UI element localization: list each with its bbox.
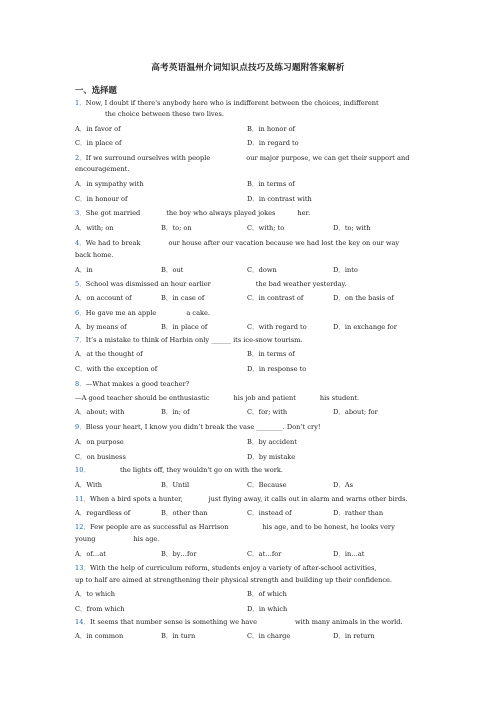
- option-a: A．with; on: [75, 224, 114, 232]
- option-c: C．in honour of: [75, 195, 128, 203]
- option-d: D．to; with: [333, 224, 371, 232]
- question-stem: 13．With the help of curriculum reform, students enjoy a variety of after-school activities,: [75, 564, 377, 572]
- option-d: D．in contrast with: [247, 195, 312, 203]
- option-a: A．of…at: [75, 550, 106, 558]
- option-a: A．in sympathy with: [75, 180, 144, 188]
- option-a: A．With: [75, 481, 103, 489]
- question-stem: up to half are aimed at strengthening their physical strength and building up their confidence.: [75, 576, 393, 584]
- question-stem: 4．We had to break our house after our vacation because we had lost the key on our way: [75, 239, 400, 247]
- question-stem: 12．Few people are as successful as Harrison his age, and to be honest, he looks very: [75, 523, 395, 531]
- option-a: A．at the thought of: [75, 350, 143, 358]
- option-c: C．with; to: [247, 224, 285, 232]
- option-c: C．with the exception of: [75, 365, 158, 373]
- option-c: C．with regard to: [247, 323, 307, 331]
- option-a: A．in: [75, 266, 93, 274]
- question-stem: 10． the lights off, they wouldn't go on with the work.: [75, 466, 284, 474]
- question-stem: 6．He gave me an apple a cake.: [75, 309, 210, 317]
- option-c: C．in contrast of: [247, 294, 304, 302]
- option-a: A．to which: [75, 590, 116, 598]
- option-d: D．about; for: [333, 408, 378, 416]
- question-stem: back home.: [75, 251, 114, 259]
- option-a: A．regardless of: [75, 509, 131, 517]
- option-b: B．in turn: [161, 632, 196, 640]
- option-b: B．in case of: [161, 294, 205, 302]
- question-stem: the choice between these two lives.: [105, 110, 225, 118]
- stem-text: Now, I doubt if there's anybody here who is indifferent between the choices, indifferent: [85, 99, 379, 107]
- option-d: D．in exchange for: [333, 323, 397, 331]
- option-c: C．in place of: [75, 139, 122, 147]
- option-c: C．at…for: [247, 550, 282, 558]
- option-a: A．on purpose: [75, 438, 124, 446]
- question-number: 1．: [75, 99, 86, 107]
- option-a: A．by means of: [75, 323, 127, 331]
- option-a: A．about; with: [75, 408, 125, 416]
- option-b: B．in terms of: [247, 180, 295, 188]
- option-d: D．in which: [247, 605, 288, 613]
- option-b: B．to; on: [161, 224, 192, 232]
- question-stem: —A good teacher should be enthusiastic his job and patient his student.: [75, 394, 360, 402]
- option-c: C．on business: [75, 453, 126, 461]
- option-c: C．down: [247, 266, 277, 274]
- option-d: D．As: [333, 481, 354, 489]
- option-d: D．in response to: [247, 365, 307, 373]
- option-b: B．by…for: [161, 550, 197, 558]
- option-b: B．in honor of: [247, 125, 295, 133]
- section-heading: 一、选择题: [75, 85, 117, 95]
- question-stem: young his age.: [75, 535, 160, 543]
- option-d: D．rather than: [333, 509, 384, 517]
- option-b: B．in; of: [161, 408, 190, 416]
- option-c: C．in charge: [247, 632, 291, 640]
- option-a: A．on account of: [75, 294, 132, 302]
- question-number: 2．: [75, 154, 86, 162]
- option-d: D．by mistake: [247, 453, 296, 461]
- question-stem: encouragement.: [75, 165, 130, 173]
- question-stem: 14．It seems that number sense is something we have with many animals in the world.: [75, 618, 403, 626]
- option-b: B．by accident: [247, 438, 297, 446]
- question-stem: [75, 99, 379, 107]
- option-c: C．Because: [247, 481, 287, 489]
- option-c: C．instead of: [247, 509, 292, 517]
- option-d: D．into: [333, 266, 358, 274]
- option-b: B．in terms of: [247, 350, 295, 358]
- option-b: B．Until: [161, 481, 190, 489]
- option-c: C．from which: [75, 605, 125, 613]
- option-d: D．in return: [333, 632, 375, 640]
- question-stem: 8．—What makes a good teacher?: [75, 380, 190, 388]
- option-d: D．on the basis of: [333, 294, 394, 302]
- option-b: B．out: [161, 266, 184, 274]
- option-b: B．of which: [247, 590, 287, 598]
- option-b: B．other than: [161, 509, 208, 517]
- question-stem: 2．If we surround ourselves with people our major purpose, we can get their support and: [75, 154, 410, 162]
- question-stem: 9．Bless your heart, I know you didn’t break the vase ________. Don’t cry!: [75, 423, 321, 431]
- option-a: A．in favor of: [75, 125, 121, 133]
- question-stem: 11．When a bird spots a hunter, just flying away, it calls out in alarm and warns other birds.: [75, 495, 408, 503]
- option-c: C．for; with: [247, 408, 288, 416]
- question-stem: 5．School was dismissed an hour earlier the bad weather yesterday.: [75, 280, 347, 288]
- question-stem: 3．She got married the boy who always played jokes her.: [75, 209, 311, 217]
- page-title: 高考英语温州介词知识点技巧及练习题附答案解析: [151, 63, 345, 73]
- option-d: D．in…at: [333, 550, 365, 558]
- option-d: D．in regard to: [247, 139, 299, 147]
- option-b: B．in place of: [161, 323, 208, 331]
- question-stem: 7．It’s a mistake to think of Harbin only ______ its ice-snow tourism.: [75, 336, 303, 344]
- option-a: A．in common: [75, 632, 124, 640]
